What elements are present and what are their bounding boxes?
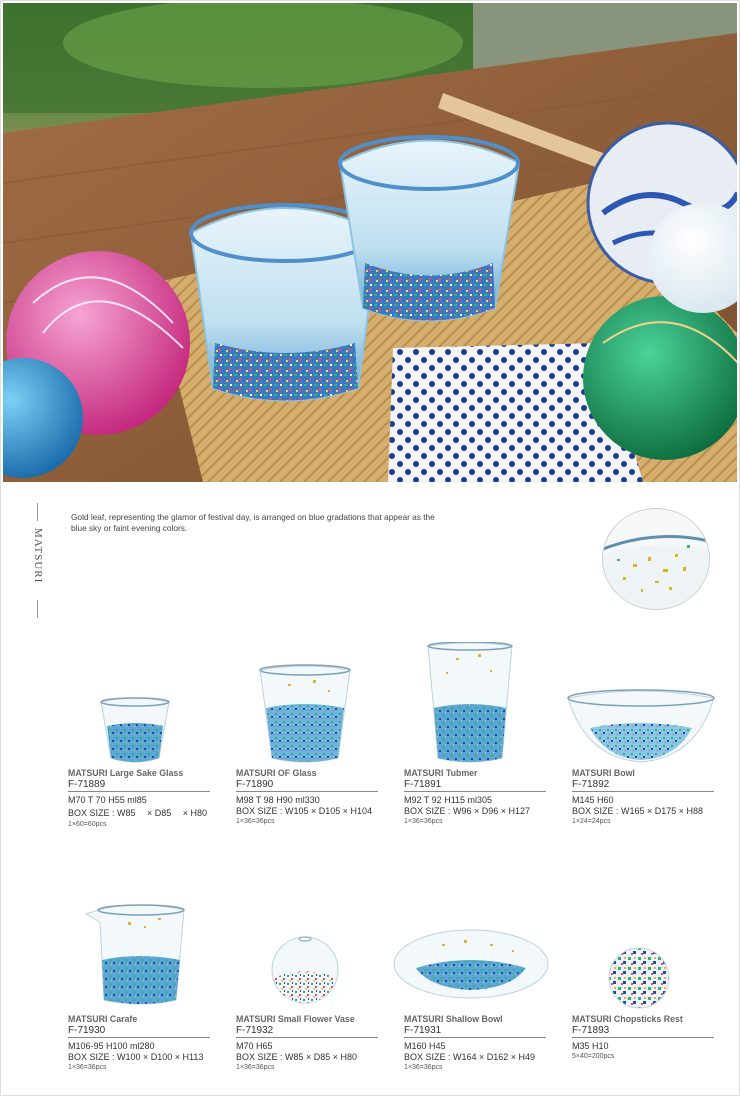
of-glass-icon — [258, 664, 352, 769]
product-dimensions: M160 H45 — [404, 1041, 446, 1051]
hero-photo — [3, 3, 737, 482]
side-rule-bottom — [37, 600, 38, 618]
product-code: F-71893 — [572, 1025, 714, 1038]
product-dimensions: M106-95 H100 ml280 — [68, 1041, 155, 1051]
product-code: F-71930 — [68, 1025, 210, 1038]
product-name: MATSURI Large Sake Glass — [68, 768, 184, 778]
product-dimensions: M145 H60 — [572, 795, 614, 805]
product-quantity: 5×40=200pcs — [572, 1053, 615, 1060]
product-code: F-71892 — [572, 779, 714, 792]
product-box-size: BOX SIZE : W164 × D162 × H49 — [404, 1052, 536, 1062]
product-small-flower-vase — [236, 1014, 386, 1071]
product-quantity: 1×36=36pcs — [236, 818, 275, 825]
product-box-size: BOX SIZE : W165 × D175 × H88 — [572, 806, 704, 816]
shallow-bowl-icon — [392, 928, 550, 1013]
product-dimensions: M92 T 92 H115 ml305 — [404, 795, 493, 805]
product-large-sake-glass — [68, 768, 218, 828]
product-of-glass — [236, 768, 386, 825]
bowl-icon — [566, 688, 716, 773]
product-box-size: BOX SIZE : W85 × D85 × H80 — [236, 1052, 358, 1062]
product-shallow-bowl — [404, 1014, 554, 1071]
product-quantity: 1×60=60pcs — [68, 821, 107, 828]
product-tumbler — [404, 768, 554, 825]
product-name: MATSURI OF Glass — [236, 768, 317, 778]
product-quantity: 1×36=36pcs — [68, 1064, 107, 1071]
product-name: MATSURI Small Flower Vase — [236, 1014, 355, 1024]
product-carafe — [68, 1014, 218, 1071]
side-rule-top — [37, 503, 38, 521]
product-name: MATSURI Chopsticks Rest — [572, 1014, 683, 1024]
product-bowl — [572, 768, 722, 825]
product-quantity: 1×36=36pcs — [404, 1064, 443, 1071]
product-dimensions: M70 H65 — [236, 1041, 273, 1051]
tumbler-icon — [426, 642, 514, 769]
detail-closeup-image — [602, 508, 710, 610]
product-quantity: 1×36=36pcs — [404, 818, 443, 825]
product-dimensions: M98 T 98 H90 ml330 — [236, 795, 320, 805]
product-name: MATSURI Shallow Bowl — [404, 1014, 503, 1024]
product-quantity: 1×24=24pcs — [572, 818, 611, 825]
product-code: F-71889 — [68, 779, 210, 792]
product-quantity: 1×36=36pcs — [236, 1064, 275, 1071]
product-box-size: BOX SIZE : W96 × D96 × H127 — [404, 806, 531, 816]
sake-glass-icon — [99, 696, 171, 769]
series-label: MATSURI — [32, 528, 44, 584]
product-code: F-71932 — [236, 1025, 378, 1038]
product-dimensions: M70 T 70 H55 ml85 — [68, 795, 147, 805]
flower-vase-icon — [270, 934, 340, 1011]
product-box-size: BOX SIZE : W105 × D105 × H104 — [236, 806, 373, 816]
product-name: MATSURI Bowl — [572, 768, 635, 778]
product-chopsticks-rest — [572, 1014, 722, 1060]
product-name: MATSURI Carafe — [68, 1014, 138, 1024]
product-code: F-71890 — [236, 779, 378, 792]
chopsticks-rest-icon — [607, 946, 671, 1015]
product-code: F-71931 — [404, 1025, 546, 1038]
product-box-size: BOX SIZE : W100 × D100 × H113 — [68, 1052, 204, 1062]
intro-text: Gold leaf, representing the glamor of festival day, is arranged on blue gradations that appear as the blue sky or faint evening colors. — [71, 512, 435, 533]
product-name: MATSURI Tubmer — [404, 768, 478, 778]
product-box-size: BOX SIZE : W85 × D85 × H80 — [68, 808, 208, 818]
product-dimensions: M35 H10 — [572, 1041, 609, 1051]
carafe-icon — [84, 902, 188, 1011]
product-code: F-71891 — [404, 779, 546, 792]
